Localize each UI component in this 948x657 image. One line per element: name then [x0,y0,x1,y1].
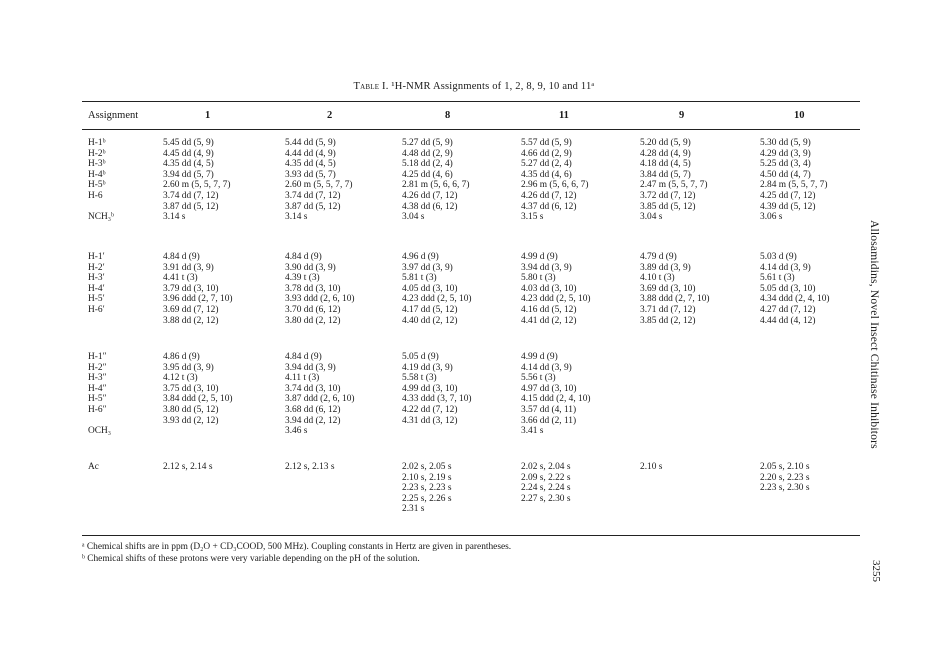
table-cell: 4.29 dd (3, 9) [760,148,811,159]
table-cell: 5.58 t (3) [402,373,437,384]
table-cell: 3.41 s [521,426,544,437]
assignment-label: H-5ᵇ [88,180,106,191]
table-cell: 2.10 s [640,462,663,472]
table-cell: 5.27 dd (2, 4) [521,159,572,170]
table-cell: 3.80 dd (5, 12) [163,404,219,415]
table-cell: 4.26 dd (7, 12) [521,190,577,201]
table-cell: 3.91 dd (3, 9) [163,262,214,273]
table-cell: 5.81 t (3) [402,273,437,284]
table-cell: 3.85 dd (2, 12) [640,315,696,326]
table-cell: 3.84 dd (5, 7) [640,169,691,180]
assignment-labels [88,252,105,326]
table-cell: 3.75 dd (3, 10) [163,383,219,394]
table-cell: 3.72 dd (7, 12) [640,190,696,201]
table-number: Table I. [353,81,389,92]
table-cell: 4.48 dd (2, 9) [402,148,453,159]
table-cell: 4.50 dd (4, 7) [760,169,811,180]
table-cell: 3.14 s [285,212,308,223]
table-cell: 5.25 dd (3, 4) [760,159,811,170]
table-cell: 3.80 dd (2, 12) [285,315,341,326]
column-1 [163,252,233,326]
column-8 [402,352,472,437]
table-cell: 3.68 dd (6, 12) [285,404,341,415]
table-cell: 5.20 dd (5, 9) [640,138,691,148]
header-col-1: 1 [205,110,211,121]
column-10 [760,138,827,223]
table-cell: 2.10 s, 2.19 s [402,472,452,483]
table-cell: 3.85 dd (5, 12) [640,201,696,212]
column-2 [285,462,334,473]
table-cell: 3.89 dd (3, 9) [640,262,691,273]
table-cell: 4.33 ddd (3, 7, 10) [402,394,472,405]
table-cell: 4.97 dd (3, 10) [521,383,577,394]
table-cell: 5.30 dd (5, 9) [760,138,811,148]
table-cell: 4.27 dd (7, 12) [760,304,816,315]
assignment-label: H-2ᵇ [88,148,106,159]
table-cell [163,426,233,437]
table-cell: 4.86 d (9) [163,352,200,362]
column-1 [163,138,230,223]
table-cell: 4.39 t (3) [285,273,320,284]
table-cell: 5.80 t (3) [521,273,556,284]
column-1 [163,462,212,473]
table-cell: 4.66 dd (2, 9) [521,148,572,159]
column-9 [640,252,710,326]
table-cell: 4.96 d (9) [402,252,439,262]
table-cell: 4.84 d (9) [285,352,322,362]
header-col-8: 8 [445,110,451,121]
table-cell: 4.10 t (3) [640,273,675,284]
table-cell: 3.94 dd (3, 9) [285,362,336,373]
column-8 [402,138,469,223]
table-cell: 3.88 ddd (2, 7, 10) [640,294,710,305]
table-cell: 4.34 ddd (2, 4, 10) [760,294,830,305]
table-cell: 4.99 dd (3, 10) [402,383,458,394]
table-cell: 4.22 dd (7, 12) [402,404,458,415]
header-col-9: 9 [679,110,685,121]
table-cell: 4.16 dd (5, 12) [521,304,577,315]
table-cell: 3.70 dd (6, 12) [285,304,341,315]
table-cell: 2.60 m (5, 5, 7, 7) [285,180,353,191]
table-cell: 4.25 dd (7, 12) [760,190,816,201]
assignment-label: H-5″ [88,394,107,405]
header-col-2: 2 [327,110,333,121]
assignment-label: H-3ᵇ [88,159,106,170]
table-cell: 3.71 dd (7, 12) [640,304,696,315]
table-cell: 2.60 m (5, 5, 7, 7) [163,180,231,191]
table-cell: 5.05 d (9) [402,352,439,362]
table-cell: 3.93 ddd (2, 6, 10) [285,294,355,305]
table-cell: 4.41 dd (2, 12) [521,315,577,326]
table-cell: 4.99 d (9) [521,352,558,362]
table-title [0,81,948,92]
table-cell: 4.35 dd (4, 5) [163,159,214,170]
column-9 [640,462,662,473]
table-cell: 4.84 d (9) [285,252,322,262]
assignment-label: H-2″ [88,362,107,373]
column-11 [521,138,588,223]
assignment-label: H-2′ [88,262,105,273]
header-col-11: 11 [559,110,569,121]
table-cell: 3.06 s [760,212,783,223]
table-caption: ¹H-NMR Assignments of 1, 2, 8, 9, 10 and 11ᵃ [391,81,595,92]
table-cell: 3.04 s [640,212,663,223]
running-title: Allosamidins, Novel Insect Chitinase Inhibitors [868,220,880,449]
table-cell: 3.66 dd (2, 11) [521,415,577,426]
assignment-label: Ac [88,462,99,472]
table-cell: 2.81 m (5, 6, 6, 7) [402,180,470,191]
table-cell: 3.87 dd (5, 12) [163,201,219,212]
assignment-label: H-4ᵇ [88,169,106,180]
table-cell: 4.28 dd (4, 9) [640,148,691,159]
table-cell: 2.31 s [402,504,425,515]
table-cell: 5.56 t (3) [521,373,556,384]
column-2 [285,252,355,326]
table-cell: 4.99 d (9) [521,252,558,262]
table-cell: 3.57 dd (4, 11) [521,404,577,415]
table-cell: 2.02 s, 2.05 s [402,462,452,472]
table-cell: 4.17 dd (5, 12) [402,304,458,315]
table-cell: 4.15 ddd (2, 4, 10) [521,394,591,405]
table-cell: 3.78 dd (3, 10) [285,283,341,294]
assignment-label: H-5′ [88,294,105,305]
table-cell: 4.23 ddd (2, 5, 10) [521,294,591,305]
table-cell [402,426,472,437]
table-cell: 3.74 dd (3, 10) [285,383,341,394]
assignment-label: NCH₃ᵇ [88,212,114,223]
table-cell: 3.93 dd (5, 7) [285,169,336,180]
table-cell: 2.20 s, 2.23 s [760,472,810,483]
assignment-labels [88,462,99,473]
assignment-label: H-1ᵇ [88,138,106,148]
table-cell: 3.87 ddd (2, 6, 10) [285,394,355,405]
table-cell: 2.47 m (5, 5, 7, 7) [640,180,708,191]
table-cell: 2.24 s, 2.24 s [521,483,571,494]
table-cell: 5.61 t (3) [760,273,795,284]
assignment-label: H-1″ [88,352,107,362]
table-cell: 3.14 s [163,212,186,223]
table-cell: 4.84 d (9) [163,252,200,262]
table-cell: 4.23 ddd (2, 5, 10) [402,294,472,305]
header-assignment: Assignment [88,110,139,121]
assignment-label: H-6″ [88,404,107,415]
table-cell: 4.11 t (3) [285,373,320,384]
table-cell: 3.69 dd (3, 10) [640,283,696,294]
column-10 [760,252,830,326]
table-cell: 2.23 s, 2.23 s [402,483,452,494]
table-cell: 3.46 s [285,426,308,437]
table-cell: 3.97 dd (3, 9) [402,262,453,273]
column-1 [163,352,233,437]
column-11 [521,252,591,326]
table-cell: 5.18 dd (2, 4) [402,159,453,170]
table-cell: 4.18 dd (4, 5) [640,159,691,170]
page-number: 3255 [870,560,882,582]
table-cell: 2.09 s, 2.22 s [521,472,571,483]
table-cell: 3.69 dd (7, 12) [163,304,219,315]
table-cell: 4.26 dd (7, 12) [402,190,458,201]
assignment-label: H-6′ [88,304,105,315]
table-cell: 4.35 dd (4, 5) [285,159,336,170]
assignment-label [88,202,114,213]
table-cell: 5.57 dd (5, 9) [521,138,572,148]
table-cell: 3.94 dd (3, 9) [521,262,572,273]
column-11 [521,352,591,437]
column-10 [760,462,809,494]
table-cell: 4.44 dd (4, 9) [285,148,336,159]
table-cell: 3.88 dd (2, 12) [163,315,219,326]
assignment-labels [88,352,111,437]
table-cell: 4.25 dd (4, 6) [402,169,453,180]
table-cell: 4.44 dd (4, 12) [760,315,816,326]
column-9 [640,138,707,223]
table-cell: 5.27 dd (5, 9) [402,138,453,148]
assignment-label [88,316,105,327]
assignment-label: H-3″ [88,373,107,384]
table-cell: 2.25 s, 2.26 s [402,493,452,504]
assignment-label: H-3′ [88,273,105,284]
table-cell: 3.93 dd (2, 12) [163,415,219,426]
table-cell: 4.79 d (9) [640,252,677,262]
header-rule [82,129,860,130]
table-cell: 3.84 ddd (2, 5, 10) [163,394,233,405]
table-cell: 2.96 m (5, 6, 6, 7) [521,180,589,191]
table-cell: 2.05 s, 2.10 s [760,462,810,472]
table-cell: 3.87 dd (5, 12) [285,201,341,212]
table-cell: 5.44 dd (5, 9) [285,138,336,148]
table-cell: 4.37 dd (6, 12) [521,201,577,212]
table-cell: 4.35 dd (4, 6) [521,169,572,180]
column-11 [521,462,570,504]
assignment-label: OCH₃ [88,426,112,437]
assignment-label: H-6 [88,190,103,201]
table-cell: 3.94 dd (5, 7) [163,169,214,180]
assignment-label: H-4″ [88,383,107,394]
table-cell: 3.90 dd (3, 9) [285,262,336,273]
footnote-a: ᵃ Chemical shifts are in ppm (D₂O + CD₃COOD, 500 MHz). Coupling constants in Hertz are given in parentheses. [82,542,512,552]
table-cell: 2.02 s, 2.04 s [521,462,571,472]
top-rule [82,101,860,102]
table-cell: 2.12 s, 2.13 s [285,462,335,472]
table-cell: 3.74 dd (7, 12) [163,190,219,201]
table-cell: 5.05 dd (3, 10) [760,283,816,294]
table-cell: 5.45 dd (5, 9) [163,138,214,148]
table-cell: 3.74 dd (7, 12) [285,190,341,201]
table-cell: 4.38 dd (6, 12) [402,201,458,212]
column-2 [285,138,352,223]
table-cell: 3.95 dd (3, 9) [163,362,214,373]
table-cell: 5.03 d (9) [760,252,797,262]
table-cell: 2.27 s, 2.30 s [521,493,571,504]
table-cell: 4.31 dd (3, 12) [402,415,458,426]
table-cell: 4.41 t (3) [163,273,198,284]
column-8 [402,462,451,515]
table-cell: 4.05 dd (3, 10) [402,283,458,294]
assignment-labels [88,138,114,223]
table-cell: 4.12 t (3) [163,373,198,384]
table-cell: 4.40 dd (2, 12) [402,315,458,326]
bottom-rule [82,535,860,536]
table-cell: 4.14 dd (3, 9) [760,262,811,273]
table-cell: 2.84 m (5, 5, 7, 7) [760,180,828,191]
column-8 [402,252,472,326]
table-cell: 3.04 s [402,212,425,223]
table-cell: 3.94 dd (2, 12) [285,415,341,426]
column-2 [285,352,355,437]
table-cell: 3.79 dd (3, 10) [163,283,219,294]
table-cell: 3.96 ddd (2, 7, 10) [163,294,233,305]
table-cell: 4.19 dd (3, 9) [402,362,453,373]
assignment-label: H-4′ [88,283,105,294]
assignment-label: H-1′ [88,252,105,262]
table-cell: 4.45 dd (4, 9) [163,148,214,159]
table-cell: 3.15 s [521,212,544,223]
table-cell: 4.39 dd (5, 12) [760,201,816,212]
header-col-10: 10 [794,110,805,121]
table-cell: 2.23 s, 2.30 s [760,483,810,494]
assignment-label [88,416,111,427]
footnote-b: ᵇ Chemical shifts of these protons were very variable depending on the pH of the solution. [82,554,420,564]
table-cell: 4.14 dd (3, 9) [521,362,572,373]
table-cell: 4.03 dd (3, 10) [521,283,577,294]
footnotes [82,541,511,565]
table-cell: 2.12 s, 2.14 s [163,462,213,472]
